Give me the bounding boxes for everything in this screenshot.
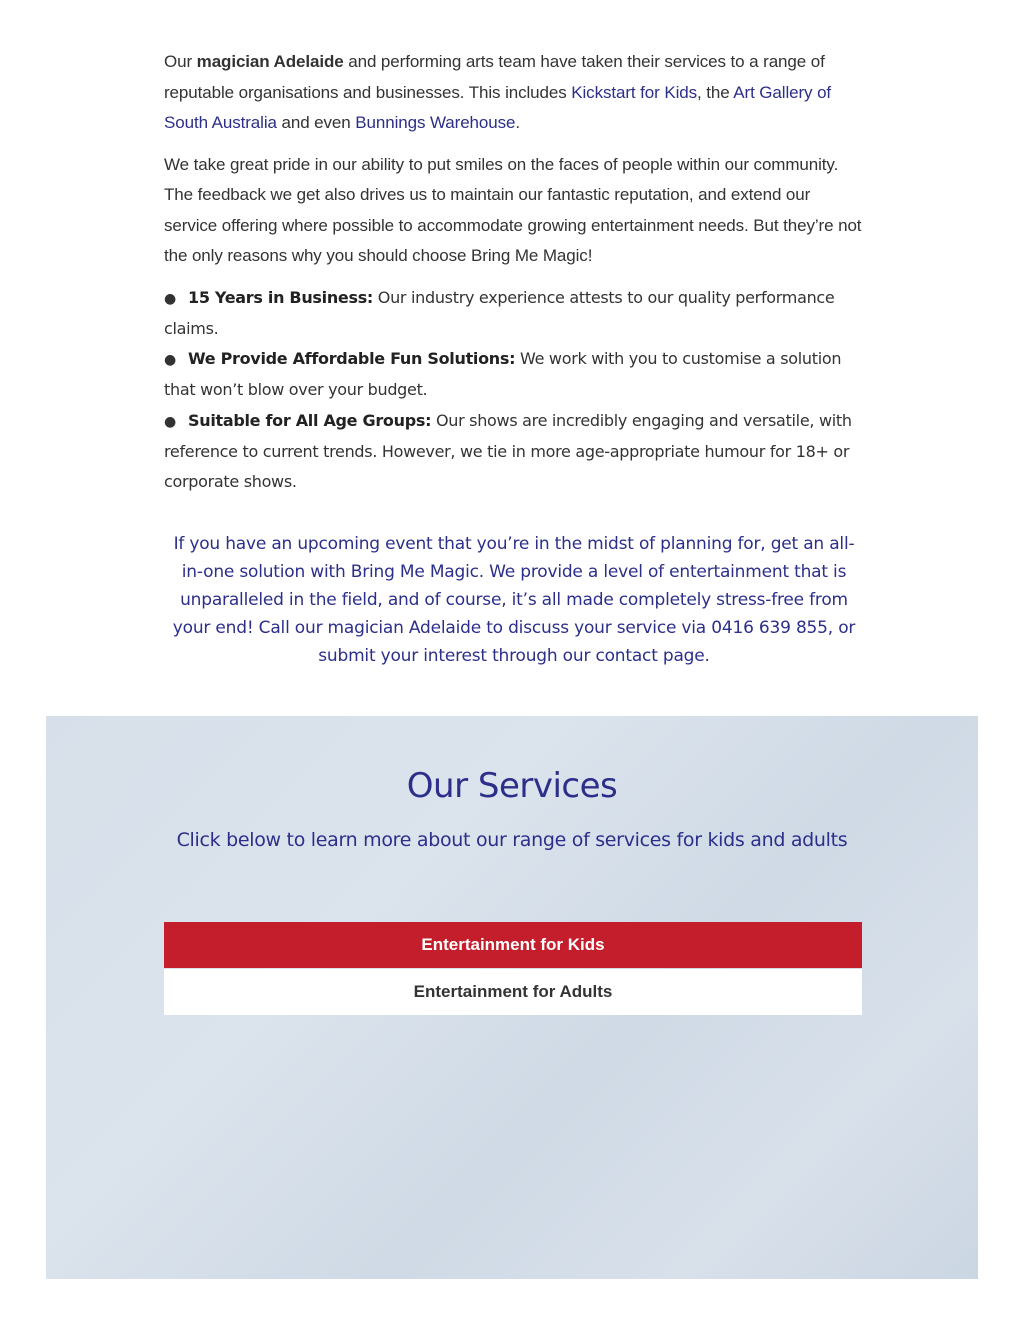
feature-text: Our shows are incredibly engaging and versatile, with reference to current trends. However, we tie in more age-appropriate humour for 18+ or corporate shows.	[164, 410, 852, 492]
call-to-action	[164, 530, 864, 670]
services-title: Our Services	[406, 766, 618, 806]
intro-paragraph-2: We take great pride in our ability to put smiles on the faces of people within our community. The feedback we get also drives us to maintain our fantastic reputation, and extend our service offering where possible to accommodate growing entertainment needs. But they’re not the only reasons why you should choose Bring Me Magic!	[164, 154, 862, 265]
intro-bold-text: magician Adelaide	[196, 52, 344, 71]
intro-text: .	[515, 113, 521, 132]
list-item	[164, 344, 864, 406]
intro-text: and even	[276, 113, 356, 132]
feature-text: We work with you to customise a solution that won’t blow over your budget.	[164, 349, 842, 400]
cta-text: If you have an upcoming event that you’re in the midst of planning for, get an all-in-one solution with Bring Me Magic. We provide a level of entertainment that is unparalleled in the field, and of course, it’s all made completely stress-free from your end! Call our magician Adelaide to discuss your service via 0416 639 855, or submit your interest through our contact page	[172, 534, 856, 666]
bullet-icon: ●	[164, 352, 176, 369]
link-art-gallery[interactable]: Art Gallery of South Australia	[164, 82, 832, 132]
link-kickstart-for-kids[interactable]: Kickstart for Kids	[571, 82, 697, 102]
tab-entertainment-for-kids[interactable]: Entertainment for Kids	[164, 922, 862, 968]
list-item	[164, 406, 864, 498]
services-subtitle: Click below to learn more about our range of services for kids and adults	[176, 829, 848, 851]
intro-content	[164, 47, 864, 498]
intro-text: Our	[164, 52, 197, 71]
intro-text: , the	[697, 82, 734, 102]
bullet-icon: ●	[164, 290, 176, 307]
feature-title: Suitable for All Age Groups:	[188, 410, 432, 430]
feature-text: Our industry experience attests to our quality performance claims.	[164, 287, 835, 338]
feature-title: We Provide Affordable Fun Solutions:	[188, 349, 516, 369]
link-bunnings-warehouse[interactable]: Bunnings Warehouse	[355, 113, 516, 132]
intro-text: and performing arts team have taken their services to a range of reputable organisations and businesses. This includes	[164, 52, 825, 102]
cta-end: .	[704, 646, 710, 666]
bullet-icon: ●	[164, 413, 176, 430]
features-list	[164, 283, 864, 498]
feature-title: 15 Years in Business:	[188, 287, 374, 307]
list-item	[164, 283, 864, 345]
tab-entertainment-for-adults[interactable]: Entertainment for Adults	[164, 969, 862, 1015]
intro-paragraph-1	[164, 47, 864, 139]
services-section	[46, 716, 978, 1279]
